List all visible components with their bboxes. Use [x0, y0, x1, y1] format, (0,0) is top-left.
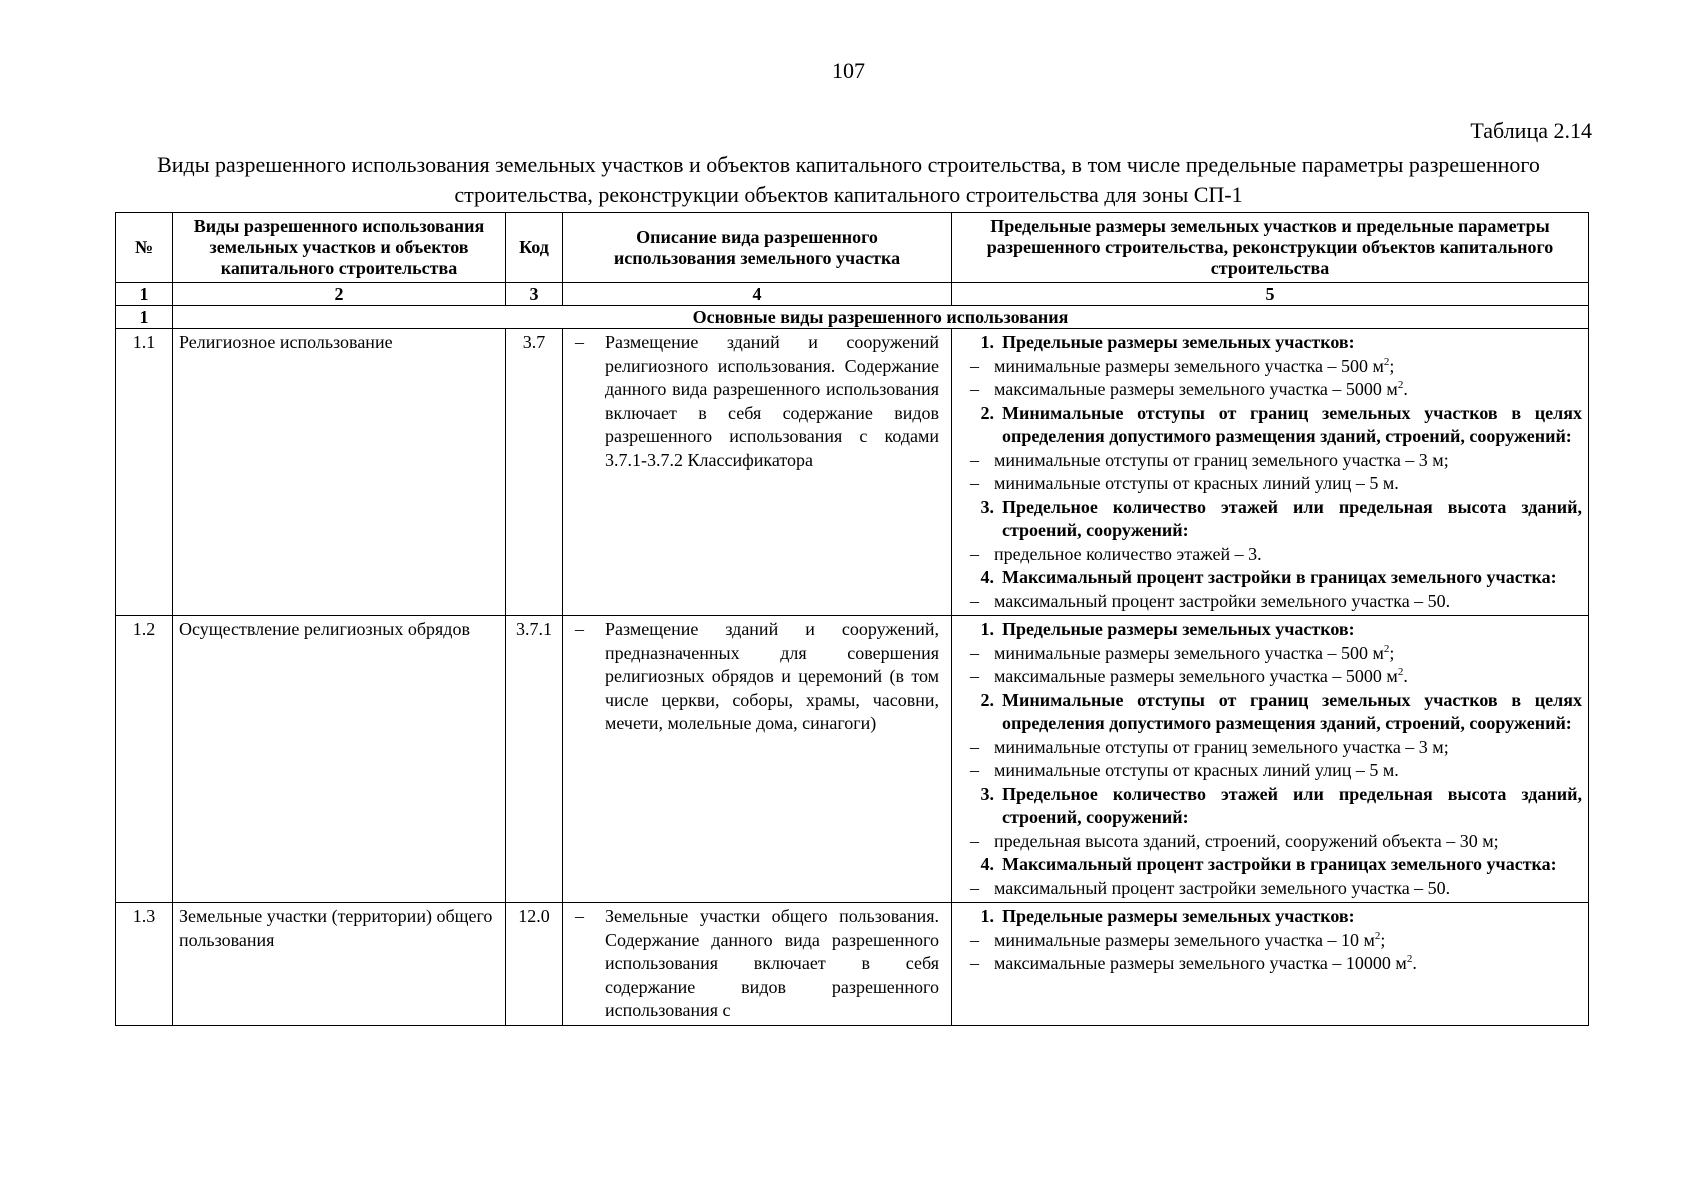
parameter-item-text: предельная высота зданий, строений, сооружений объекта – 30 м; [994, 830, 1499, 851]
section-num: 1 [116, 306, 173, 329]
parameter-heading [958, 618, 1582, 642]
row-description [563, 329, 952, 616]
parameter-item [958, 759, 1582, 783]
parameter-dash: – [970, 666, 979, 686]
unit-superscript: 2 [1397, 666, 1404, 678]
header-code: Код [506, 213, 563, 283]
header-parameters: Предельные размеры земельных участков и предельные параметры разрешенного строительства, реконструкции объектов капитального строительства [952, 213, 1589, 283]
parameter-heading [958, 566, 1582, 590]
section-title: Основные виды разрешенного использования [173, 306, 1589, 329]
parameter-item [958, 543, 1582, 567]
table-label: Таблица 2.14 [1470, 118, 1592, 143]
parameter-item [958, 590, 1582, 614]
table-row [116, 903, 1589, 1026]
parameter-heading-number: 2. [980, 689, 994, 710]
parameter-heading-text: Максимальный процент застройки в границах земельного участка: [1002, 854, 1557, 874]
parameter-heading-text: Минимальные отступы от границ земельных участков в целях определения допустимого размещения зданий, строений, сооружений: [1002, 402, 1582, 446]
row-description [563, 616, 952, 903]
parameter-heading [958, 689, 1582, 736]
parameter-heading [958, 905, 1582, 929]
row-num: 1.2 [116, 616, 173, 903]
parameter-heading-text: Предельное количество этажей или предельная высота зданий, строений, сооружений: [1002, 496, 1582, 540]
unit-superscript: 2 [1397, 379, 1404, 391]
parameter-item-punctuation: ; [1380, 929, 1386, 950]
parameter-item [958, 378, 1582, 402]
unit-superscript: 2 [1383, 642, 1390, 655]
parameter-item-text: минимальные отступы от границ земельного участка – 3 м; [994, 449, 1449, 470]
parameter-heading-number: 1. [980, 332, 994, 352]
row-num: 1.1 [116, 329, 173, 616]
row-parameters [952, 903, 1589, 1026]
parameter-item-text: минимальные отступы от красных линий улиц – 5 м. [994, 473, 1399, 493]
parameter-item-punctuation: ; [1389, 355, 1395, 376]
column-numbers-row [116, 283, 1589, 306]
parameter-dash: – [970, 830, 979, 851]
parameter-dash: – [970, 760, 979, 780]
parameter-item-text: максимальный процент застройки земельного участка – 50. [994, 877, 1451, 898]
parameter-heading-number: 1. [980, 906, 994, 926]
parameter-dash: – [970, 953, 979, 973]
column-number: 5 [952, 283, 1589, 306]
description-dash: – [575, 906, 584, 926]
parameter-item [958, 929, 1582, 953]
parameter-heading-number: 2. [980, 402, 994, 423]
parameter-item-punctuation: ; [1389, 642, 1395, 663]
description-dash: – [575, 619, 584, 639]
row-num: 1.3 [116, 903, 173, 1026]
column-number: 1 [116, 283, 173, 306]
parameter-item [958, 877, 1582, 901]
parameter-heading [958, 853, 1582, 877]
section-row [116, 306, 1589, 329]
zoning-table [115, 212, 1589, 1026]
page-number: 107 [832, 58, 865, 83]
parameter-dash: – [970, 379, 979, 399]
row-parameters [952, 616, 1589, 903]
header-description: Описание вида разрешенного использования земельного участка [563, 213, 952, 283]
parameter-item [958, 736, 1582, 760]
parameter-heading [958, 783, 1582, 830]
description-text: Размещение зданий и сооружений, предназначенных для совершения религиозных обрядов и церемоний (в том числе церкви, соборы, храмы, часовни, мечети, молельные дома, синагоги) [605, 619, 939, 733]
description-dash: – [575, 332, 584, 352]
parameter-item [958, 830, 1582, 854]
row-use-type: Религиозное использование [173, 329, 506, 616]
parameter-item-text: максимальные размеры земельного участка – 5000 м [994, 379, 1398, 399]
parameter-item [958, 449, 1582, 473]
parameter-dash: – [970, 736, 979, 757]
table-caption: Виды разрешенного использования земельных участков и объектов капитального строительства, в том числе предельные параметры разрешенного строительства, реконструкции объектов капитального строительства для зоны СП-1 [157, 152, 1540, 207]
parameter-dash: – [970, 929, 979, 950]
parameter-item-punctuation: . [1412, 953, 1417, 973]
parameter-dash: – [970, 449, 979, 470]
parameter-item [958, 355, 1582, 379]
parameter-heading-text: Предельное количество этажей или предельная высота зданий, строений, сооружений: [1002, 783, 1582, 827]
parameter-dash: – [970, 877, 979, 898]
row-code: 12.0 [506, 903, 563, 1026]
parameter-heading-text: Предельные размеры земельных участков: [1002, 906, 1355, 926]
parameter-item [958, 665, 1582, 689]
parameter-item-text: минимальные отступы от красных линий улиц – 5 м. [994, 760, 1399, 780]
row-code: 3.7.1 [506, 616, 563, 903]
row-use-type: Земельные участки (территории) общего пользования [173, 903, 506, 1026]
column-number: 2 [173, 283, 506, 306]
table-row [116, 616, 1589, 903]
parameter-heading [958, 331, 1582, 355]
unit-superscript: 2 [1406, 953, 1413, 965]
row-use-type: Осуществление религиозных обрядов [173, 616, 506, 903]
parameter-item [958, 642, 1582, 666]
parameter-item-text: максимальные размеры земельного участка – 10000 м [994, 953, 1407, 973]
row-parameters [952, 329, 1589, 616]
parameter-heading-number: 4. [980, 567, 994, 587]
parameter-heading-text: Предельные размеры земельных участков: [1002, 332, 1355, 352]
parameter-item [958, 472, 1582, 496]
table-row [116, 329, 1589, 616]
parameter-heading [958, 496, 1582, 543]
row-description [563, 903, 952, 1026]
parameter-dash: – [970, 642, 979, 663]
parameter-heading-number: 3. [980, 783, 994, 804]
parameter-item-text: максимальный процент застройки земельного участка – 50. [994, 590, 1451, 611]
parameter-item-text: предельное количество этажей – 3. [994, 543, 1262, 564]
unit-superscript: 2 [1383, 355, 1390, 368]
parameter-item-text: минимальные отступы от границ земельного участка – 3 м; [994, 736, 1449, 757]
parameter-item [958, 952, 1582, 976]
parameter-item-text: минимальные размеры земельного участка – 10 м [994, 929, 1375, 950]
parameter-heading-text: Предельные размеры земельных участков: [1002, 619, 1355, 639]
parameter-heading [958, 402, 1582, 449]
parameter-dash: – [970, 473, 979, 493]
description-text: Размещение зданий и сооружений религиозного использования. Содержание данного вида разрешенного использования включает в себя содержание видов разрешенного использования с кодами 3.7.1-3.7.2 Классификатора [605, 332, 939, 470]
parameter-dash: – [970, 543, 979, 564]
parameter-heading-number: 1. [980, 619, 994, 639]
header-use-type: Виды разрешенного использования земельных участков и объектов капитального строительства [173, 213, 506, 283]
parameter-dash: – [970, 590, 979, 611]
parameter-item-text: минимальные размеры земельного участка – 500 м [994, 355, 1384, 376]
parameter-item-punctuation: . [1403, 666, 1408, 686]
parameter-item-punctuation: . [1403, 379, 1408, 399]
parameter-heading-number: 4. [980, 854, 994, 874]
header-num: № [116, 213, 173, 283]
parameter-heading-text: Максимальный процент застройки в границах земельного участка: [1002, 567, 1557, 587]
header-row [116, 213, 1589, 283]
column-number: 3 [506, 283, 563, 306]
unit-superscript: 2 [1374, 929, 1381, 942]
parameter-item-text: максимальные размеры земельного участка – 5000 м [994, 666, 1398, 686]
parameter-heading-text: Минимальные отступы от границ земельных участков в целях определения допустимого размещения зданий, строений, сооружений: [1002, 689, 1582, 733]
parameter-item-text: минимальные размеры земельного участка – 500 м [994, 642, 1384, 663]
parameter-heading-number: 3. [980, 496, 994, 517]
row-code: 3.7 [506, 329, 563, 616]
column-number: 4 [563, 283, 952, 306]
description-text: Земельные участки общего пользования. Содержание данного вида разрешенного использования включает в себя содержание видов разрешенного использования с [605, 906, 939, 1020]
parameter-dash: – [970, 355, 979, 376]
